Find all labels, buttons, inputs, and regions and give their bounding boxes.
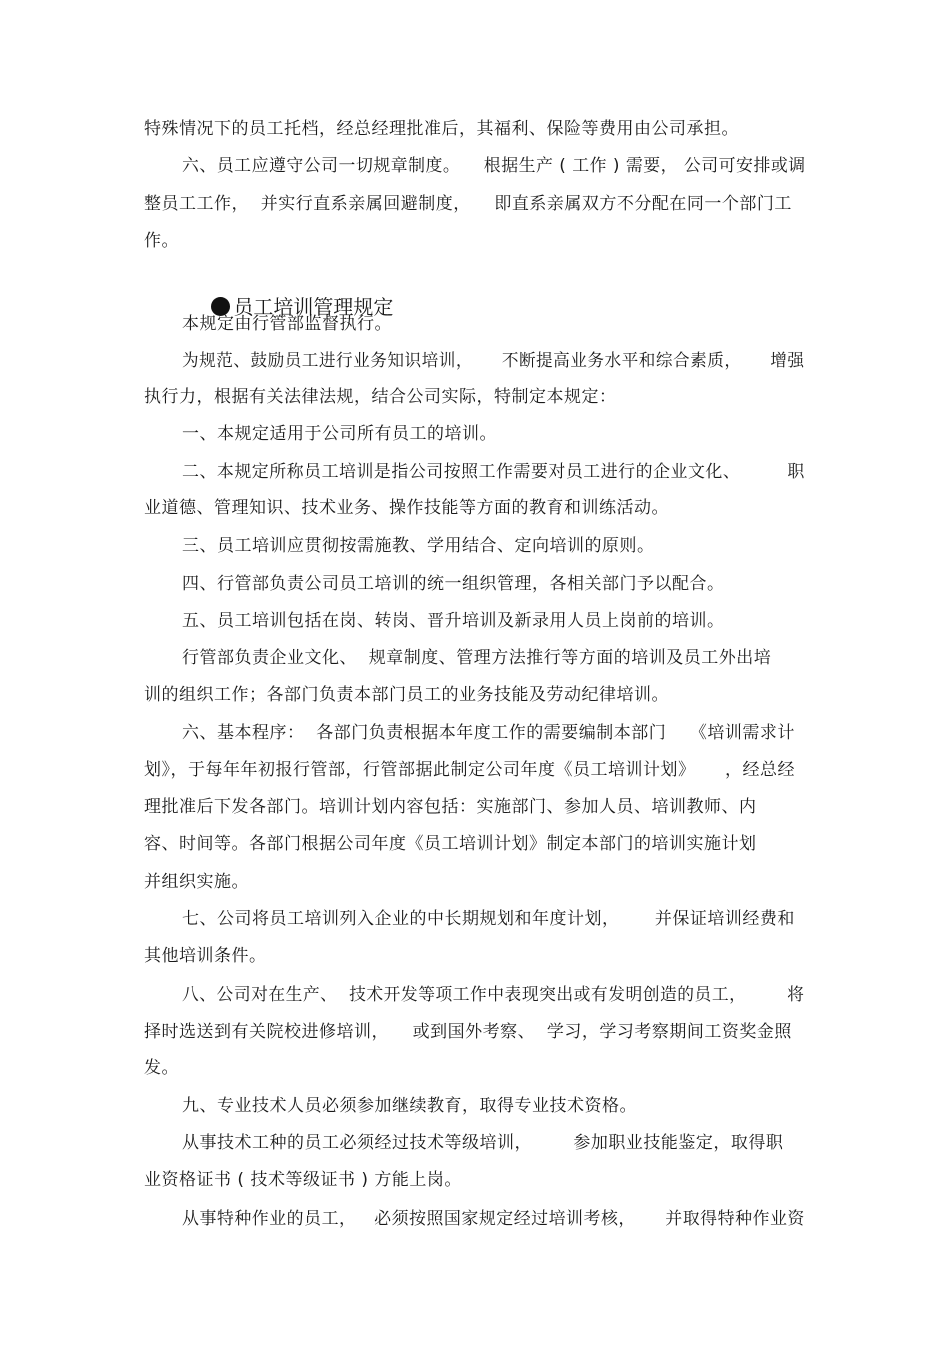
paragraph-line: 八、公司对在生产、 技术开发等项工作中表现突出或有发明创造的员工， 将 (182, 985, 805, 1005)
paragraph-line: 特殊情况下的员工托档，经总经理批准后，其福利、保险等费用由公司承担。 (144, 119, 739, 139)
paragraph-line: 业道德、管理知识、技术业务、操作技能等方面的教育和训练活动。 (144, 498, 669, 518)
paragraph-line: 择时选送到有关院校进修培训， 或到国外考察、 学习，学习考察期间工资奖金照 (144, 1022, 792, 1042)
paragraph-line: 作。 (144, 231, 179, 251)
paragraph-line: 执行力，根据有关法律法规，结合公司实际，特制定本规定： (144, 387, 617, 407)
paragraph-line: 二、本规定所称员工培训是指公司按照工作需要对员工进行的企业文化、 职 (182, 462, 805, 482)
paragraph-line: 一、本规定适用于公司所有员工的培训。 (182, 424, 497, 444)
paragraph-line: 并组织实施。 (144, 872, 249, 892)
paragraph-line: 整员工工作， 并实行直系亲属回避制度， 即直系亲属双方不分配在同一个部门工 (144, 194, 792, 214)
paragraph-line: 六、基本程序： 各部门负责根据本年度工作的需要编制本部门 《培训需求计 (182, 723, 795, 743)
paragraph-line: 七、公司将员工培训列入企业的中长期规划和年度计划， 并保证培训经费和 (182, 909, 795, 929)
paragraph-line: 六、员工应遵守公司一切规章制度。 根据生产 ( 工作 ) 需要， 公司可安排或调 (182, 156, 806, 176)
paragraph-line: 其他培训条件。 (144, 946, 267, 966)
paragraph-line: 为规范、鼓励员工进行业务知识培训， 不断提高业务水平和综合素质， 增强 (182, 351, 805, 371)
paragraph-line: 发。 (144, 1058, 179, 1078)
paragraph-line: 五、员工培训包括在岗、转岗、晋升培训及新录用人员上岗前的培训。 (182, 611, 725, 631)
paragraph-line: 九、专业技术人员必须参加继续教育，取得专业技术资格。 (182, 1096, 637, 1116)
paragraph-line: 三、员工培训应贯彻按需施教、学用结合、定向培训的原则。 (182, 536, 655, 556)
paragraph-line: 行管部负责企业文化、 规章制度、管理方法推行等方面的培训及员工外出培 (182, 648, 772, 668)
paragraph-line: 划》，于每年年初报行管部，行管部据此制定公司年度《员工培训计划》 ，经总经 (144, 760, 796, 780)
section-heading-text: 员工培训管理规定 (233, 295, 394, 319)
paragraph-line: 从事技术工种的员工必须经过技术等级培训， 参加职业技能鉴定，取得职 (182, 1133, 784, 1153)
paragraph-line: 容、时间等。各部门根据公司年度《员工培训计划》制定本部门的培训实施计划 (144, 834, 757, 854)
paragraph-line: 训的组织工作；各部门负责本部门员工的业务技能及劳动纪律培训。 (144, 685, 669, 705)
paragraph-line: 从事特种作业的员工， 必须按照国家规定经过培训考核， 并取得特种作业资 (182, 1209, 805, 1229)
paragraph-line: 四、行管部负责公司员工培训的统一组织管理，各相关部门予以配合。 (182, 574, 725, 594)
paragraph-line: 业资格证书 ( 技术等级证书 ) 方能上岗。 (144, 1170, 462, 1190)
paragraph-line: 本规定由行管部监督执行。 (182, 314, 392, 334)
paragraph-line: 理批准后下发各部门。培训计划内容包括：实施部门、参加人员、培训教师、内 (144, 797, 757, 817)
